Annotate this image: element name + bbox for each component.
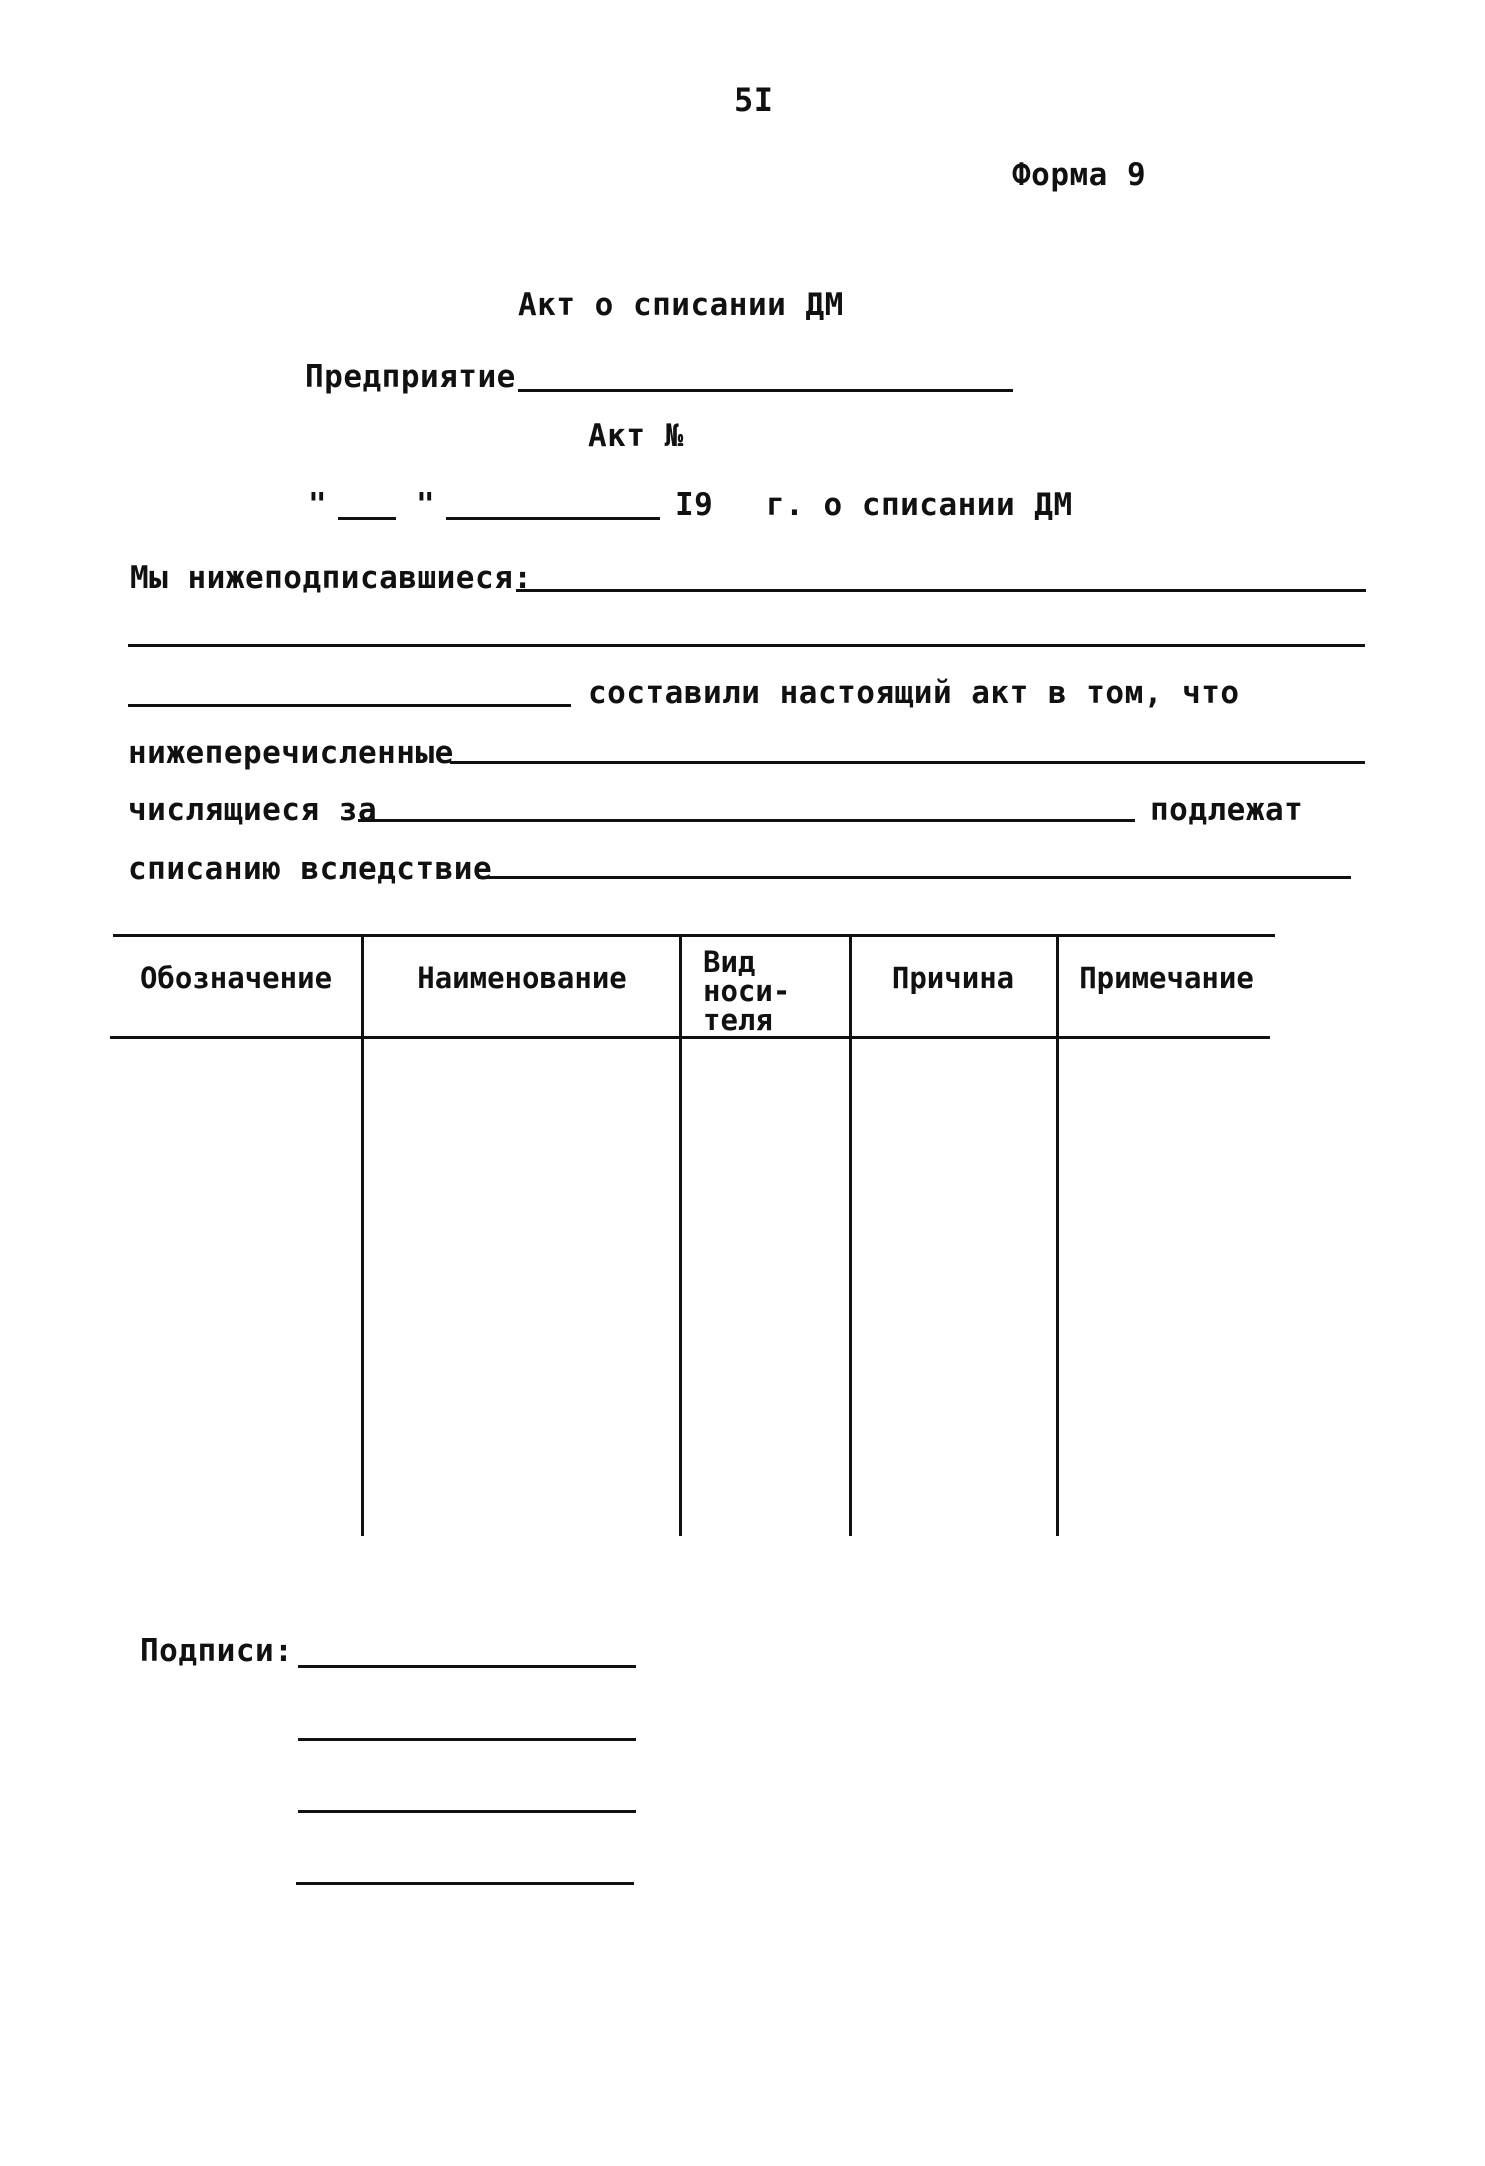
column-header-designation: Обозначение: [139, 961, 333, 995]
table-column-divider-3: [849, 934, 852, 1536]
signatories-field-line-3[interactable]: [128, 704, 571, 707]
signature-line-2[interactable]: [298, 1738, 636, 1741]
signature-line-1[interactable]: [298, 1665, 636, 1668]
column-header-reason: Причина: [891, 961, 1015, 995]
listed-field-line[interactable]: [450, 761, 1365, 764]
column-header-note: Примечание: [1079, 961, 1254, 995]
media-type-line-3: теля: [703, 1003, 773, 1037]
month-field-line[interactable]: [446, 517, 660, 520]
year-prefix: I9: [675, 487, 714, 523]
form-label: Форма 9: [1012, 157, 1147, 193]
media-type-line-2: носи-: [703, 974, 791, 1008]
listed-as-label: числящиеся за: [128, 792, 378, 828]
composed-text: составили настоящий акт в том, что: [588, 675, 1240, 711]
signatures-label: Подписи:: [140, 1633, 294, 1669]
table-header-bottom-border: [110, 1036, 1270, 1039]
column-header-media-type: [703, 945, 791, 1037]
signature-line-4[interactable]: [296, 1882, 634, 1885]
signature-line-3[interactable]: [298, 1810, 636, 1813]
subject-to-text: подлежат: [1150, 792, 1304, 828]
table-column-divider-4: [1056, 934, 1059, 1536]
enterprise-field-line[interactable]: [518, 389, 1013, 392]
write-off-due-label: списанию вследствие: [128, 851, 493, 887]
enterprise-label: Предприятие: [305, 359, 516, 395]
column-header-name: Наименование: [417, 961, 627, 995]
document-title: Акт о списании ДМ: [518, 287, 844, 323]
signatories-field-line-1[interactable]: [516, 589, 1366, 592]
listed-as-field-line[interactable]: [358, 819, 1135, 822]
date-suffix: г. о списании ДМ: [766, 487, 1073, 523]
act-number-label: Акт №: [588, 418, 684, 454]
signatories-field-line-2[interactable]: [128, 644, 1365, 647]
we-signed-label: Мы нижеподписавшиеся:: [130, 560, 533, 596]
table-top-border: [113, 934, 1275, 937]
write-off-reason-field-line[interactable]: [478, 876, 1351, 879]
table-column-divider-1: [361, 934, 364, 1536]
date-quote-close: ": [416, 487, 436, 523]
table-column-divider-2: [679, 934, 682, 1536]
page-number: 5I: [734, 81, 774, 119]
media-type-line-1: Вид: [703, 945, 756, 979]
day-field-line[interactable]: [338, 517, 396, 520]
date-quote-open: ": [308, 487, 328, 523]
listed-label: нижеперечисленные: [128, 735, 454, 771]
